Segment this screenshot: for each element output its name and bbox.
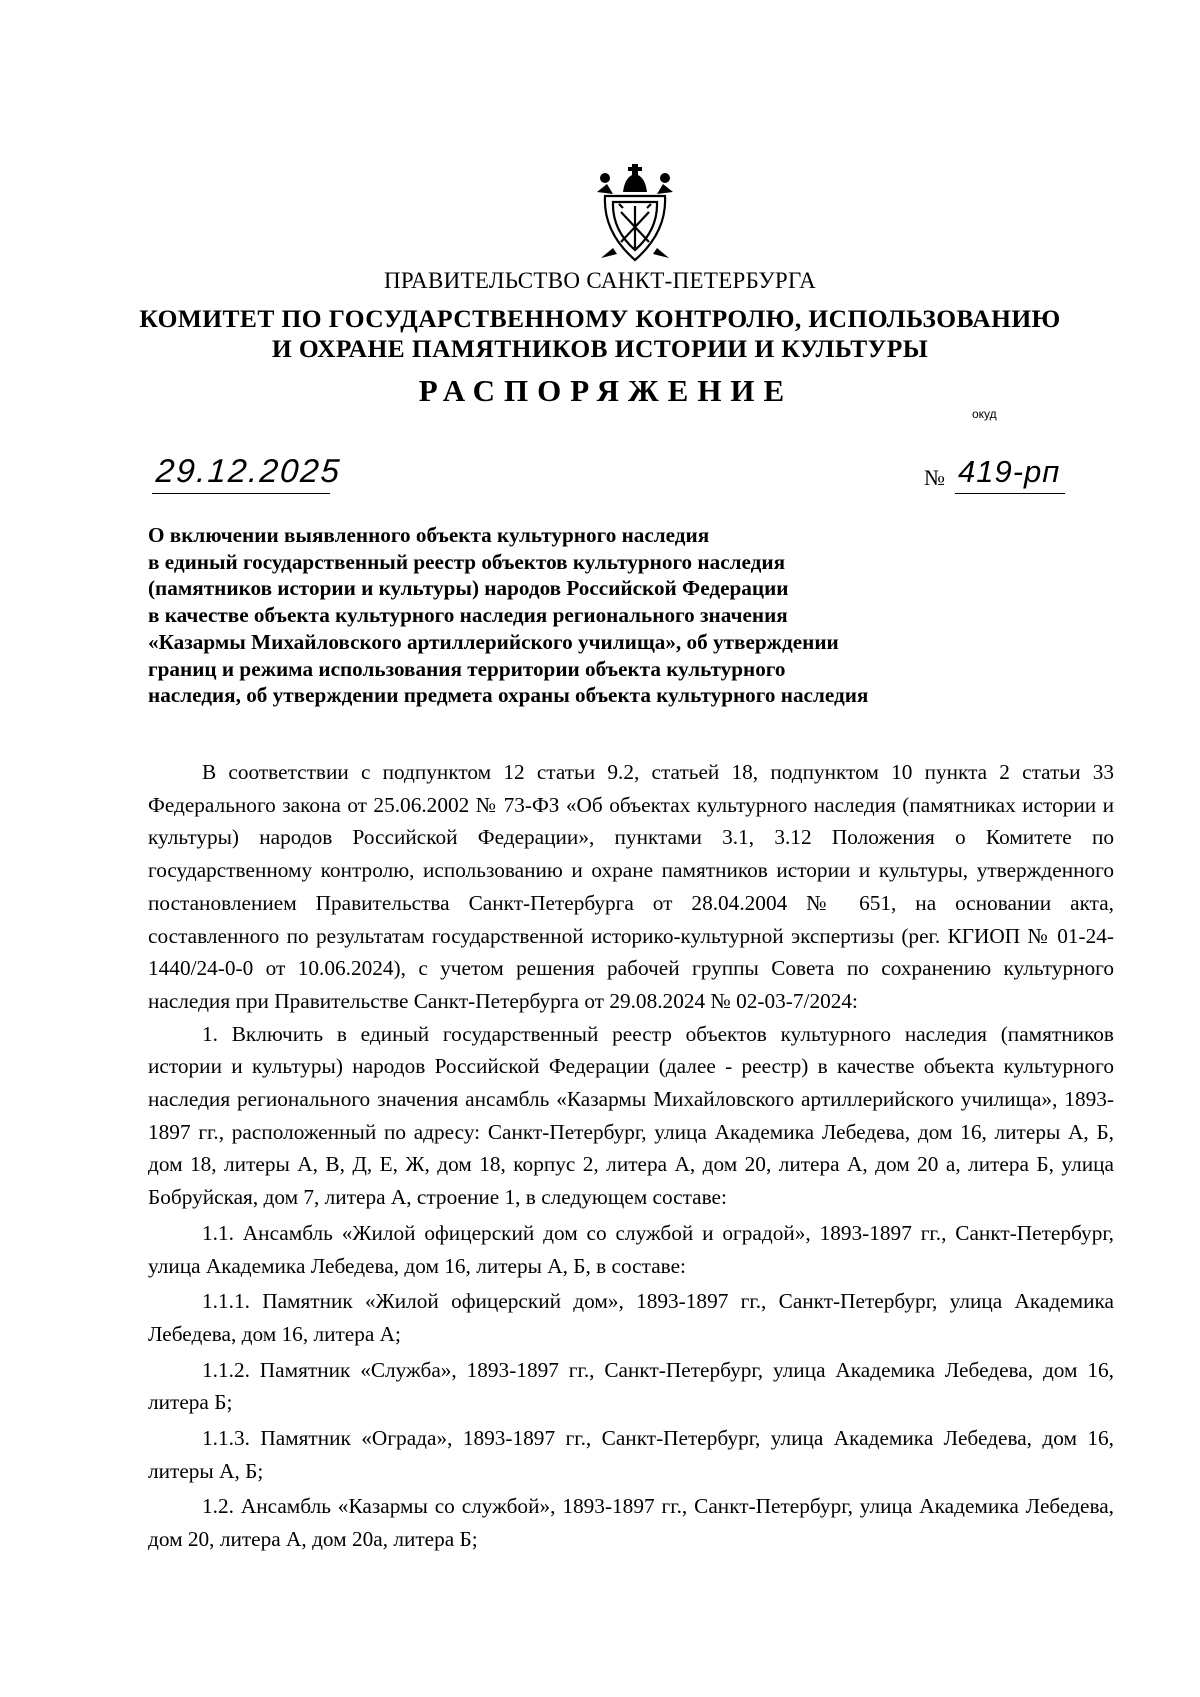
subject-line: в единый государственный реестр объектов культурного наследия (148, 549, 786, 574)
subject-line: наследия, об утверждении предмета охраны объекта культурного наследия (148, 683, 869, 708)
order-body (148, 756, 1114, 1559)
committee-name (0, 304, 1200, 364)
clause-1-1: 1.1. Ансамбль «Жилой офицерский дом со службой и оградой», 1893-1897 гг., Санкт-Петербург, улица Академика Лебедева, дом 16, литеры А, Б, в составе: (148, 1220, 1114, 1278)
subject-line: О включении выявленного объекта культурного наследия (148, 523, 710, 547)
number-sign: № (924, 465, 945, 490)
clause-1: 1. Включить в единый государственный реестр объектов культурного наследия (памятников истории и культуры) народов Российской Федерации (далее - реестр) в качестве объекта культурного наследия регионального значения ансамбль «Казармы Михайловского артиллерийского училища», 1893-1897 гг., расположенный по адресу: Санкт-Петербург, улица Академика Лебедева, дом 16, литеры А, Б, дом 18, литеры А, В, Д, Е, Ж, дом 18, корпус 2, литера А, дом 20, литера А, дом 20 а, литера Б, улица Бобруйская, дом 7, литера А, строение 1, в следующем составе: (148, 1021, 1114, 1210)
coat-of-arms-icon (593, 162, 677, 266)
subject-line: «Казармы Михайловского артиллерийского училища», об утверждении (148, 629, 839, 654)
subject-line: в качестве объекта культурного наследия регионального значения (148, 603, 788, 628)
preamble-paragraph: В соответствии с подпунктом 12 статьи 9.2, статьей 18, подпунктом 10 пункта 2 статьи 33 Федерального закона от 25.06.2002 № 73-ФЗ «Об объектах культурного наследия (памятниках истории и культуры) народов Российской Федерации», пунктами 3.1, 3.12 Положения о Комитете по государственному контролю, использованию и охране памятников истории и культуры, утвержденного постановлением Правительства Санкт-Петербурга от 28.04.2004 № 651, на основании акта, составленного по результатам государственной историко-культурной экспертизы (рег. КГИОП № 01-24-1440/24-0-0 от 10.06.2024), с учетом решения рабочей группы Совета по сохранению культурного наследия при Правительстве Санкт-Петербурга от 29.08.2024 № 02-03-7/2024: (148, 760, 1114, 1013)
subject-line: границ и режима использования территории объекта культурного (148, 656, 786, 681)
government-name: ПРАВИТЕЛЬСТВО САНКТ-ПЕТЕРБУРГА (383, 268, 817, 293)
order-subject (148, 522, 1048, 709)
date-underline (152, 493, 330, 494)
clause-1-1-2: 1.1.2. Памятник «Служба», 1893-1897 гг., Санкт-Петербург, улица Академика Лебедева, дом 16, литера Б; (148, 1357, 1114, 1415)
clause-1-1-3: 1.1.3. Памятник «Ограда», 1893-1897 гг., Санкт-Петербург, улица Академика Лебедева, дом 16, литеры А, Б; (148, 1426, 1114, 1483)
document-type: РАСПОРЯЖЕНИЕ (418, 373, 794, 408)
number-underline (955, 493, 1065, 494)
order-date: 29.12.2025 (154, 452, 343, 489)
okud-label: окуд (972, 407, 997, 421)
order-number: 419-рп (958, 454, 1061, 489)
committee-name-line2: И ОХРАНЕ ПАМЯТНИКОВ ИСТОРИИ И КУЛЬТУРЫ (271, 334, 929, 363)
committee-name-line1: КОМИТЕТ ПО ГОСУДАРСТВЕННОМУ КОНТРОЛЮ, ИСПОЛЬЗОВАНИЮ (139, 304, 1061, 333)
clause-1-1-1: 1.1.1. Памятник «Жилой офицерский дом», 1893-1897 гг., Санкт-Петербург, улица Академика Лебедева, дом 16, литера А; (148, 1289, 1114, 1346)
clause-1-2: 1.2. Ансамбль «Казармы со службой», 1893-1897 гг., Санкт-Петербург, улица Академика Лебедева, дом 20, литера А, дом 20а, литера Б; (148, 1494, 1114, 1552)
subject-line: (памятников истории и культуры) народов Российской Федерации (148, 576, 789, 601)
